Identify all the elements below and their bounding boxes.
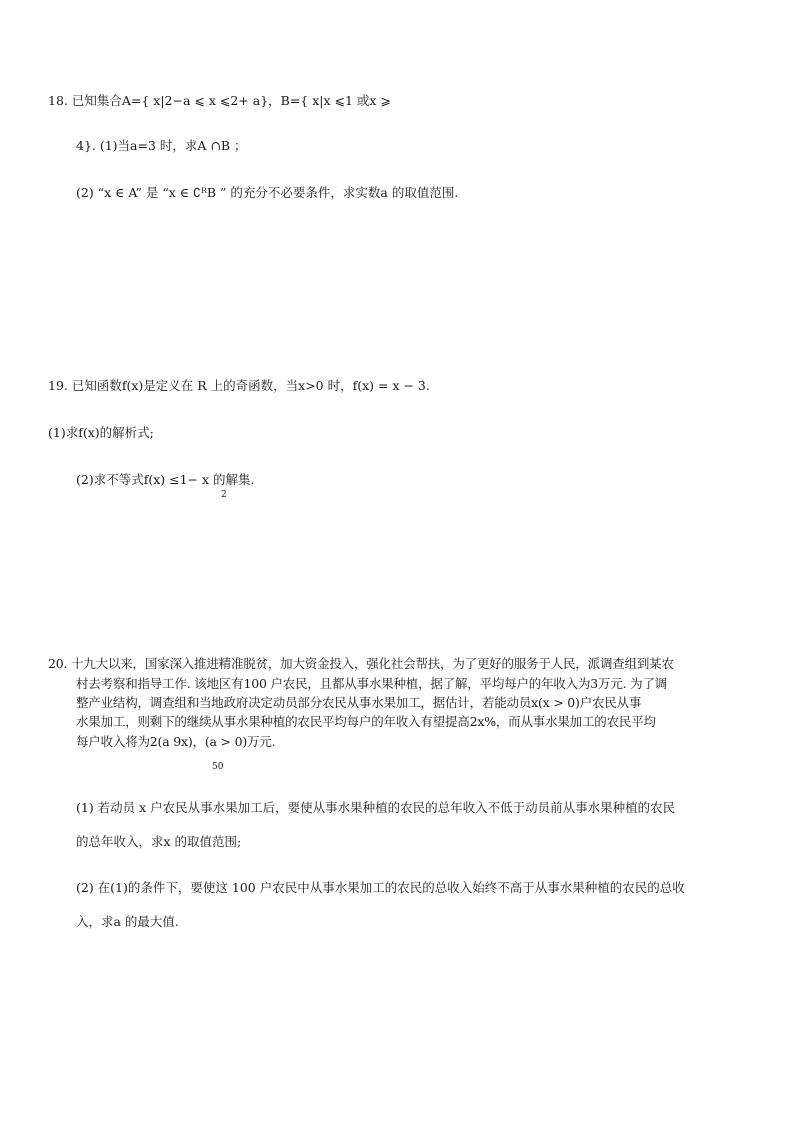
p20-line1: 20. 十九大以来，国家深入推进精准脱贫，加大资金投入，强化社会帮扶，为了更好的服务于人民，派调查组到某农 — [48, 656, 674, 671]
p20-line5: 每户收入将为2(a 9x)，(a > 0)万元. — [76, 734, 276, 749]
p20-part1-line1: (1) 若动员 x 户农民从事水果加工后，要使从事水果种植的农民的总年收入不低于动员前从事水果种植的农民 — [76, 800, 676, 815]
p20-part2-line2: 入，求a 的最大值. — [76, 914, 179, 929]
p20-fraction-denominator: 50 — [212, 762, 224, 772]
p20-part2-line1: (2) 在(1)的条件下，要使这 100 户农民中从事水果加工的农民的总收入始终不高于从事水果种植的农民的总收 — [76, 880, 685, 895]
p18-line1: 18. 已知集合A={ x|2−a ⩽ x ⩽2+ a}，B={ x|x ⩽1 或x ⩾ — [48, 93, 391, 108]
p19-line2: (1)求f(x)的解析式; — [48, 425, 154, 440]
p20-part1-line2: 的总年收入，求x 的取值范围; — [76, 834, 242, 849]
p20-line3: 整产业结构，调查组和当地政府决定动员部分农民从事水果加工，据估计，若能动员x(x > 0)户农民从事 — [76, 695, 642, 710]
p19-line3: (2)求不等式f(x) ≤1− x 的解集. — [76, 472, 255, 487]
p18-line2: 4}. (1)当a=3 时，求A ∩B ； — [76, 138, 247, 153]
p19-line1: 19. 已知函数f(x)是定义在 R 上的奇函数，当x>0 时，f(x) = x − 3. — [48, 378, 430, 393]
p20-line2: 村去考察和指导工作. 该地区有100 户农民，且都从事水果种植，据了解，平均每户的年收入为3万元. 为了调 — [76, 676, 668, 691]
p18-line3: (2) “x ∈ A” 是 “x ∈ ∁ᴿB ” 的充分不必要条件，求实数a 的取值范围. — [76, 185, 459, 200]
p20-line4: 水果加工，则剩下的继续从事水果种植的农民平均每户的年收入有望提高2x%，而从事水果加工的农民平均 — [76, 714, 656, 729]
p19-fraction-denominator: 2 — [221, 490, 227, 500]
